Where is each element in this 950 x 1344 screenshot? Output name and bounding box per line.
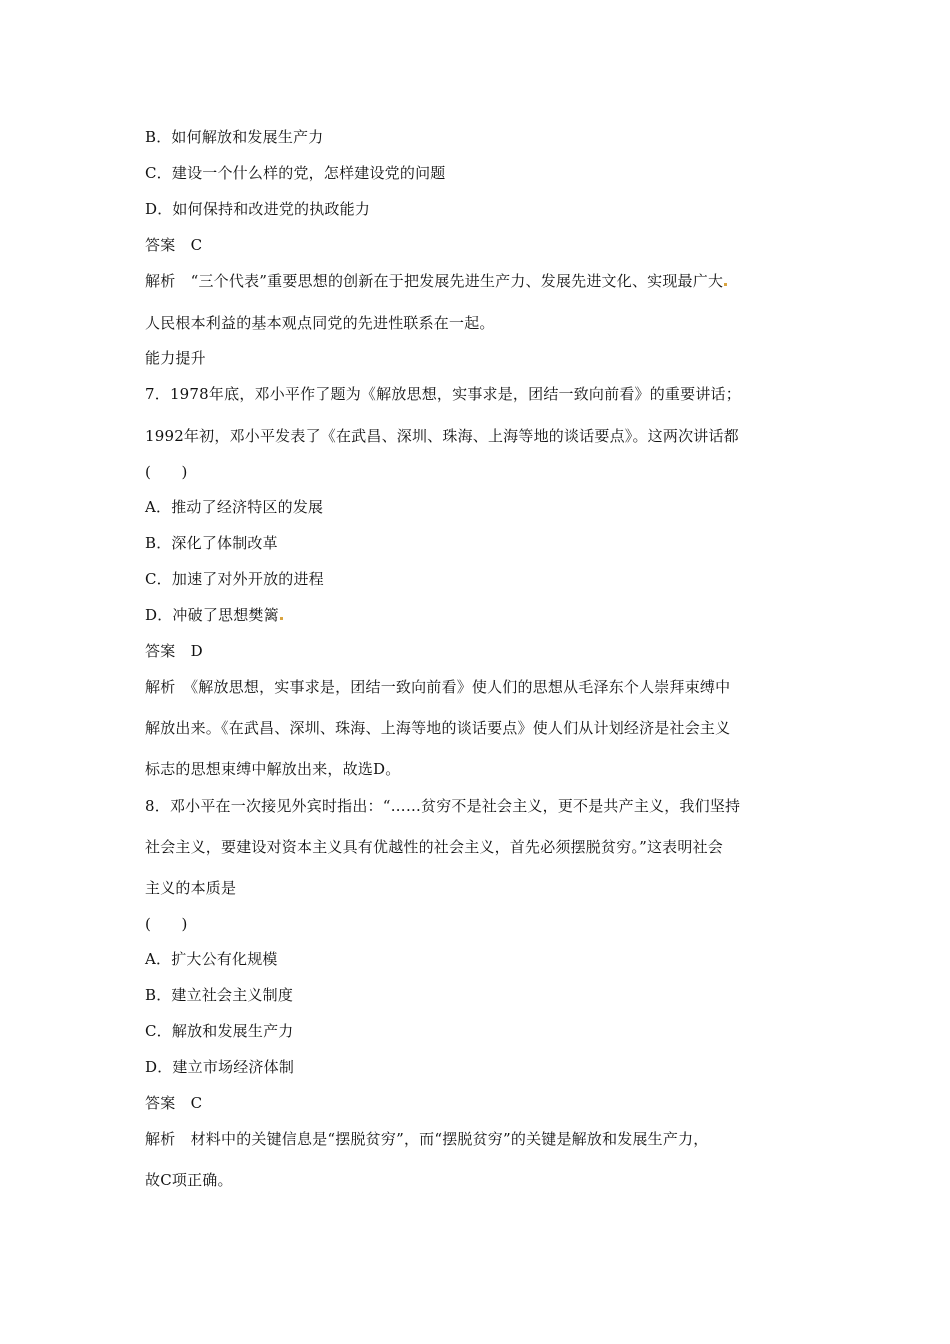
analysis-q6-line2: 人民根本利益的基本观点同党的先进性联系在一起。 <box>145 314 495 332</box>
analysis-q8-line1: 解析 材料中的关键信息是“摆脱贫穷”，而“摆脱贫穷”的关键是解放和发展生产力， <box>145 1130 709 1148</box>
answer-q8: 答案 C <box>145 1094 203 1112</box>
option-b-q7: B．深化了体制改革 <box>145 534 278 552</box>
analysis-q6-line1-text: 解析 “三个代表”重要思想的创新在于把发展先进生产力、发展先进文化、实现最广大 <box>145 272 724 290</box>
answer-q6: 答案 C <box>145 236 203 254</box>
analysis-q7-line3: 标志的思想束缚中解放出来，故选D。 <box>145 760 401 778</box>
question-7-line1: 7．1978年底，邓小平作了题为《解放思想，实事求是，团结一致向前看》的重要讲话； <box>145 385 741 403</box>
ink-mark <box>280 617 283 620</box>
option-a-q7: A．推动了经济特区的发展 <box>145 498 324 516</box>
option-c-q7: C．加速了对外开放的进程 <box>145 570 324 588</box>
question-8-blank: ( ) <box>145 915 188 933</box>
analysis-q7-line2: 解放出来。《在武昌、深圳、珠海、上海等地的谈话要点》使人们从计划经济是社会主义 <box>145 719 731 737</box>
option-c-q8: C．解放和发展生产力 <box>145 1022 294 1040</box>
answer-q7: 答案 D <box>145 642 203 660</box>
analysis-q7-line1: 解析 《解放思想，实事求是，团结一致向前看》使人们的思想从毛泽东个人崇拜束缚中 <box>145 678 731 696</box>
option-d-q7-text: D．冲破了思想樊篱 <box>145 606 279 624</box>
question-7-blank: ( ) <box>145 463 188 481</box>
option-c-q6: C．建设一个什么样的党，怎样建设党的问题 <box>145 164 446 182</box>
option-a-q8: A．扩大公有化规模 <box>145 950 278 968</box>
ink-mark <box>724 283 727 286</box>
analysis-q6-line1 <box>145 271 727 291</box>
question-8-line3: 主义的本质是 <box>145 879 237 897</box>
question-8-line2: 社会主义，要建设对资本主义具有优越性的社会主义，首先必须摆脱贫穷。”这表明社会 <box>145 838 723 856</box>
option-d-q6: D．如何保持和改进党的执政能力 <box>145 200 371 218</box>
option-b-q8: B．建立社会主义制度 <box>145 986 294 1004</box>
section-heading-ability: 能力提升 <box>145 349 206 367</box>
question-7-line2: 1992年初，邓小平发表了《在武昌、深圳、珠海、上海等地的谈话要点》。这两次讲话都 <box>145 427 739 445</box>
option-b-q6: B．如何解放和发展生产力 <box>145 128 324 146</box>
analysis-q8-line2: 故C项正确。 <box>145 1171 233 1189</box>
option-d-q8: D．建立市场经济体制 <box>145 1058 295 1076</box>
option-d-q7 <box>145 605 283 625</box>
question-8-line1: 8．邓小平在一次接见外宾时指出：“……贫穷不是社会主义，更不是共产主义，我们坚持 <box>145 797 741 815</box>
